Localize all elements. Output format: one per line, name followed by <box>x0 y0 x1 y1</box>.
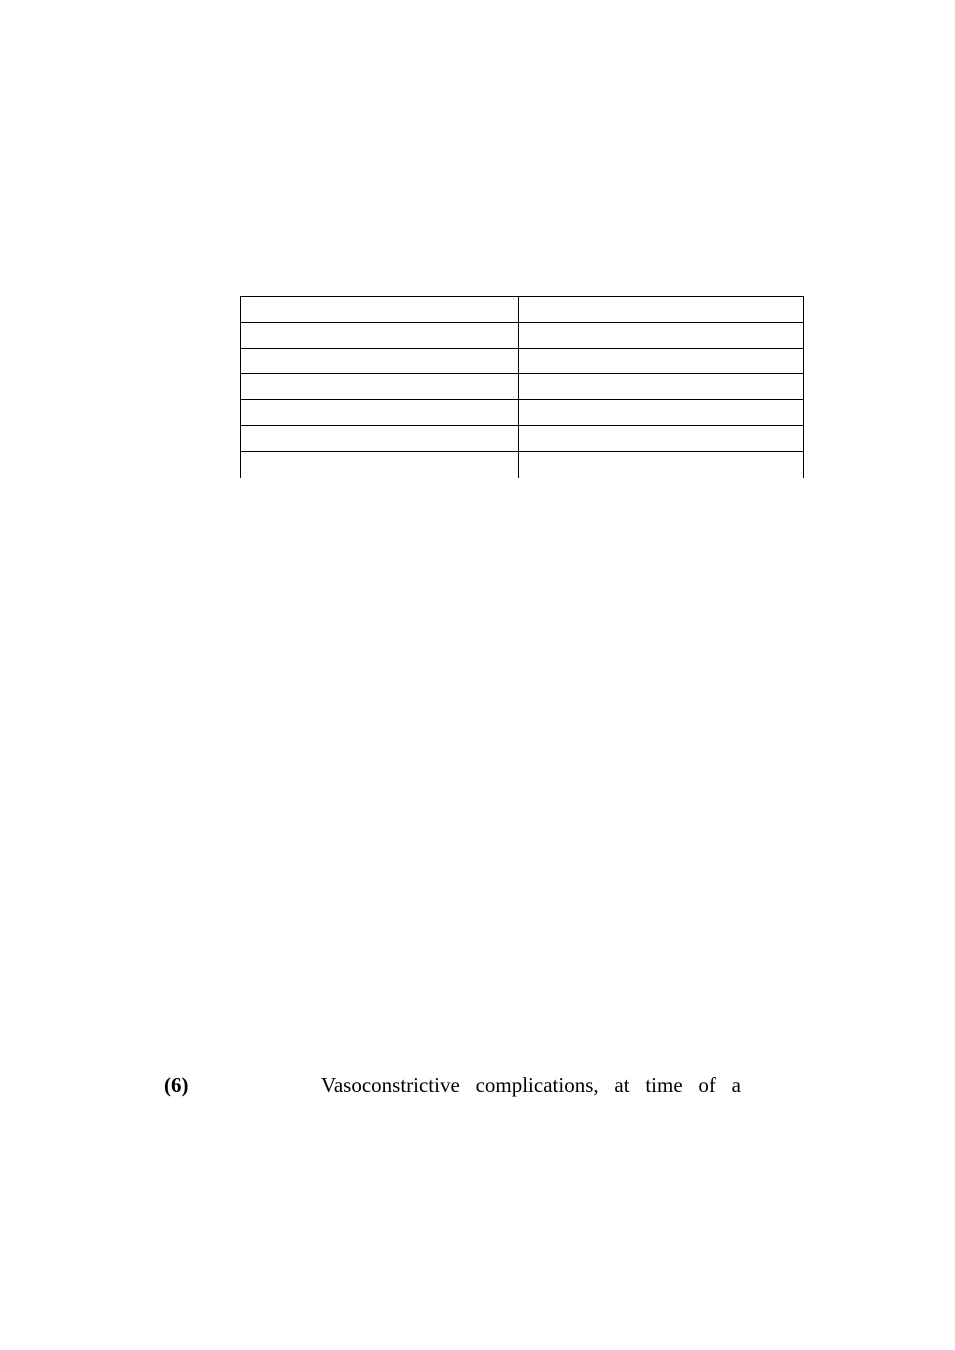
table-row <box>241 400 804 426</box>
table-cell <box>241 400 519 426</box>
table-row <box>241 297 804 323</box>
blank-table <box>240 296 804 478</box>
item-number: (6) <box>164 1073 189 1097</box>
item-text: Vasoconstrictive complications, at time of a <box>321 1073 741 1097</box>
table-cell <box>241 451 519 478</box>
table-body <box>241 297 804 479</box>
table-row <box>241 451 804 478</box>
table-cell <box>519 374 804 400</box>
table-cell <box>519 348 804 374</box>
table-cell <box>241 297 519 323</box>
table-cell <box>519 322 804 348</box>
table-row <box>241 348 804 374</box>
table-row <box>241 425 804 451</box>
table-cell <box>241 374 519 400</box>
table-cell <box>241 322 519 348</box>
table-cell <box>519 297 804 323</box>
table-cell <box>519 400 804 426</box>
table-row <box>241 374 804 400</box>
table-cell <box>241 425 519 451</box>
table-cell <box>519 425 804 451</box>
table-cell <box>241 348 519 374</box>
table-row <box>241 322 804 348</box>
table-cell <box>519 451 804 478</box>
